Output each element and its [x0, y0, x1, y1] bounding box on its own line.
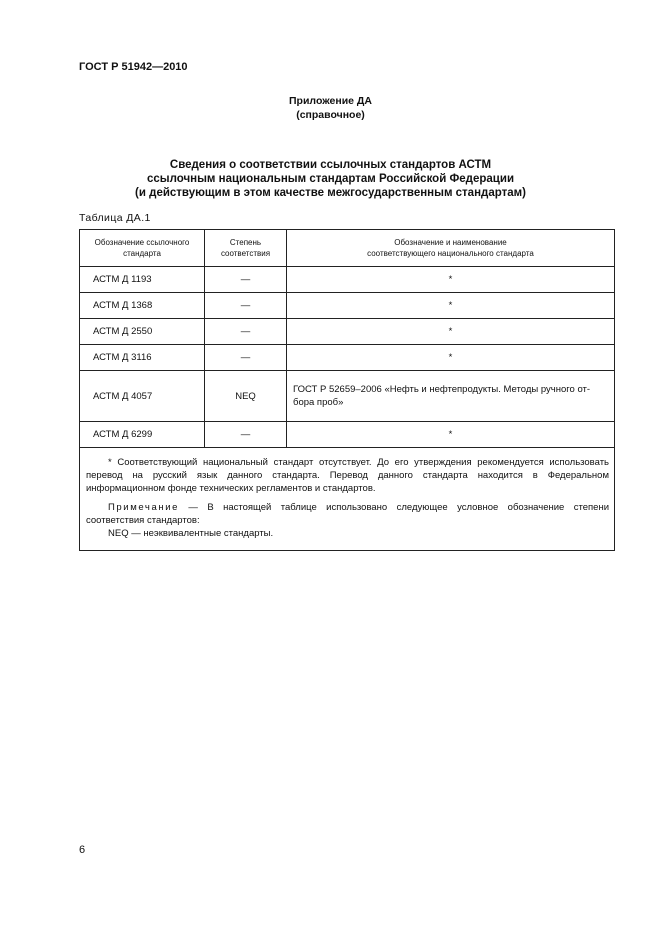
standards-table — [79, 229, 615, 551]
header-text: стандарта — [123, 249, 161, 258]
appendix-subtitle: (справочное) — [296, 109, 365, 121]
table-header-row — [80, 230, 615, 267]
cell-national: * — [287, 293, 615, 319]
table-row — [80, 293, 615, 319]
note-neq: NEQ — неэквивалентные стандарты. — [108, 528, 274, 539]
cell-code: АСТМ Д 4057 — [80, 371, 205, 422]
header-text: Обозначение и наименование — [394, 238, 507, 247]
page-number: 6 — [79, 844, 86, 856]
table-row — [80, 319, 615, 345]
section-title-line: Сведения о соответствии ссылочных стандартов АСТМ — [169, 159, 492, 171]
table-row — [80, 371, 615, 422]
section-title-line: (и действующим в этом качестве межгосударственным стандартам) — [135, 187, 526, 199]
table-caption: Таблица ДА.1 — [79, 212, 151, 224]
header-text: соответствующего национального стандарта — [367, 249, 534, 258]
note-text: — В настоящей таблице использовано следующее условное обозначение степени соответствия стандартов: — [86, 502, 609, 526]
appendix-heading — [0, 94, 661, 122]
cell-national: * — [287, 422, 615, 448]
table-row — [80, 422, 615, 448]
cell-code: АСТМ Д 6299 — [80, 422, 205, 448]
cell-national: * — [287, 319, 615, 345]
header-text: соответствия — [220, 249, 271, 258]
header-degree — [205, 230, 287, 267]
table-footer — [80, 448, 615, 551]
cell-national: ГОСТ Р 52659–2006 «Нефть и нефтепродукты. Методы ручного от-бора проб» — [287, 371, 615, 422]
cell-code: АСТМ Д 3116 — [80, 345, 205, 371]
header-text: Степень — [229, 238, 262, 247]
header-reference-standard — [80, 230, 205, 267]
cell-degree: — — [205, 319, 287, 345]
cell-code: АСТМ Д 2550 — [80, 319, 205, 345]
cell-degree: — — [205, 293, 287, 319]
header-text: Обозначение ссылочного — [94, 238, 190, 247]
cell-code: АСТМ Д 1368 — [80, 293, 205, 319]
footnote: * Соответствующий национальный стандарт отсутствует. До его утверждения рекомендуется использовать перевод на русский язык данного стандарта. Перевод данного стандарта находится в Федеральном информационном фонде технических регламентов и стандартов. — [86, 457, 609, 494]
cell-national: * — [287, 345, 615, 371]
table-row — [80, 345, 615, 371]
cell-degree: — — [205, 345, 287, 371]
document-code: ГОСТ Р 51942—2010 — [79, 61, 188, 73]
cell-national: * — [287, 267, 615, 293]
note — [86, 501, 609, 527]
cell-degree: NEQ — [205, 371, 287, 422]
cell-code: АСТМ Д 1193 — [80, 267, 205, 293]
table-row — [80, 267, 615, 293]
cell-degree: — — [205, 422, 287, 448]
section-title-line: ссылочным национальным стандартам Российской Федерации — [146, 173, 515, 185]
header-national-standard — [287, 230, 615, 267]
appendix-title: Приложение ДА — [289, 95, 372, 107]
section-title — [0, 158, 661, 200]
cell-degree: — — [205, 267, 287, 293]
table-footer-row — [80, 448, 615, 551]
note-label: Примечание — [108, 502, 179, 513]
